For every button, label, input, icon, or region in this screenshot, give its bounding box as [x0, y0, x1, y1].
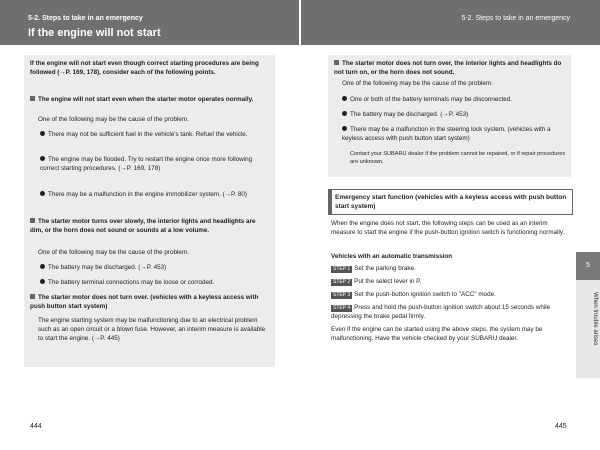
step-item: STEP 1 Set the parking brake. [333, 265, 416, 272]
list-item: The battery may be discharged. (→P. 453) [342, 110, 568, 119]
heading-starter-no-turn: The starter motor does not turn over. (vehicles with a keyless access with push button start system) [30, 294, 259, 310]
heading-no-lights: The starter motor does not turn over, the interior lights and headlights do not turn on, or the horn does not sound. [334, 60, 562, 76]
bullet-icon [40, 131, 45, 136]
list-item: There may not be sufficient fuel in the vehicle's tank. Refuel the vehicle. [40, 130, 268, 139]
list-item: There may be a malfunction in the steering lock system. (vehicles with a keyless access with push button start system) [342, 126, 551, 142]
square-bullet-icon [30, 218, 35, 223]
bullet-icon [40, 156, 45, 161]
bullet-icon [342, 126, 347, 131]
step-item: STEP 4 Press and hold the push-button ignition switch about 15 seconds while depressing the brake pedal firmly. [331, 304, 551, 320]
bullet-icon [342, 111, 347, 116]
square-bullet-icon [30, 96, 35, 101]
h4-subtext: One of the following may be the cause of the problem. [342, 80, 493, 87]
title-accent-bar [329, 190, 332, 214]
square-bullet-icon [334, 60, 339, 65]
step-item: STEP 2 Put the select lever in P. [333, 278, 422, 285]
chapter-tab: 5 [576, 252, 600, 280]
h2-subtext: One of the following may be the cause of the problem. [38, 249, 189, 256]
bullet-icon [40, 191, 45, 196]
automatic-transmission-subtitle: Vehicles with an automatic transmission [331, 253, 453, 260]
page-number-left: 444 [30, 423, 42, 430]
list-item: The battery terminal connections may be loose or corroded. [40, 278, 268, 287]
right-section-label: 5-2. Steps to take in an emergency [461, 15, 570, 22]
step-badge: STEP 2 [333, 279, 351, 285]
h1-subtext: One of the following may be the cause of the problem. [38, 116, 189, 123]
page-number-right: 445 [555, 423, 567, 430]
heading-engine-no-start: The engine will not start even when the starter motor operates normally. [30, 95, 270, 104]
list-item: One or both of the battery terminals may be disconnected. [342, 95, 568, 104]
left-section-label: 5-2. Steps to take in an emergency [28, 15, 143, 22]
list-item: The engine may be flooded. Try to restart the engine once more following correct starting procedures. (→P. 169, 178) [40, 156, 253, 172]
step-badge: STEP 4 [333, 305, 351, 311]
dealer-note: Contact your SUBARU dealer if the problem cannot be repaired, or if repair procedures are unknown. [350, 151, 566, 165]
page-title: If the engine will not start [28, 27, 161, 39]
bullet-icon [40, 279, 45, 284]
emergency-body: When the engine does not start, the following steps can be used as an interim measure to start the engine if the push-button ignition switch is functioning normally: [331, 220, 565, 236]
intro-text: If the engine will not start even though correct starting procedures are being followed (→P. 169, 178), consider each of the following points. [30, 60, 259, 76]
step-badge: STEP 1 [333, 266, 351, 272]
chapter-label: When trouble arises [592, 292, 598, 346]
bullet-icon [342, 96, 347, 101]
square-bullet-icon [30, 294, 35, 299]
page-gutter [299, 0, 301, 450]
list-item: The battery may be discharged. (→P. 453) [40, 263, 268, 272]
emergency-start-title-box [328, 189, 573, 215]
right-page-header [300, 0, 600, 45]
step-badge: STEP 3 [333, 292, 351, 298]
step-item: STEP 3 Set the push-button ignition switch to "ACC" mode. [333, 291, 496, 298]
list-item: There may be a malfunction in the engine immobilizer system. (→P. 80) [40, 190, 268, 199]
heading-starter-slow: The starter motor turns over slowly, the interior lights and headlights are dim, or the horn does not sound or sounds at a low volume. [30, 218, 256, 234]
h3-body: The engine starting system may be malfunctioning due to an electrical problem such as an open circuit or a blown fuse. However, an interim measure is available to start the engine. (→P. 445) [38, 317, 266, 342]
emergency-start-title: Emergency start function (vehicles with a keyless access with push button start system) [335, 194, 567, 210]
bullet-icon [40, 264, 45, 269]
left-page-header [0, 0, 300, 45]
closing-paragraph: Even if the engine can be started using the above steps, the system may be malfunctioning. Have the vehicle checked by your SUBARU dealer. [331, 326, 543, 342]
